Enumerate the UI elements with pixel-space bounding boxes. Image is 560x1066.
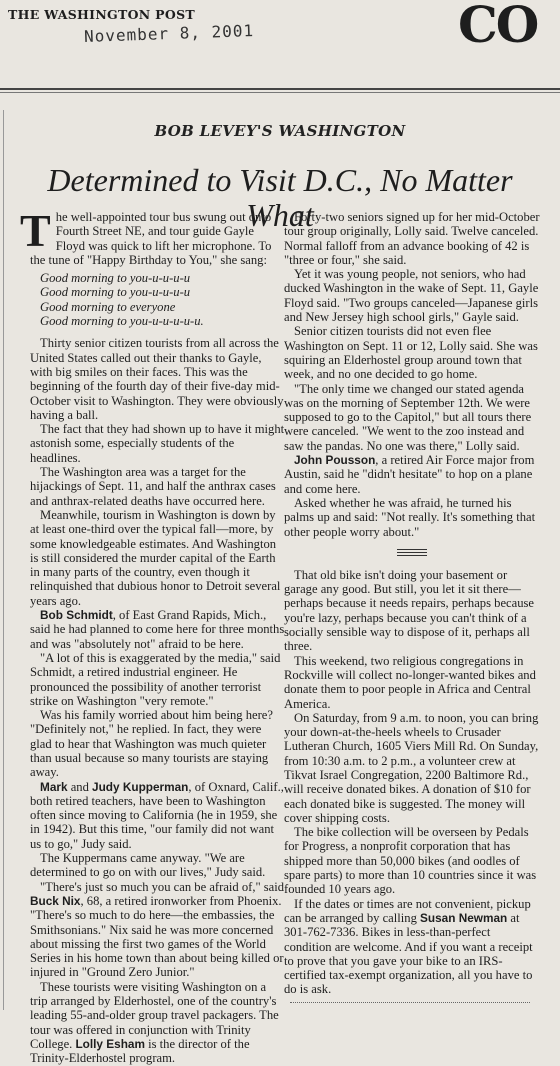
header-rule-thin (0, 92, 560, 93)
left-margin-line (3, 110, 4, 1010)
paragraph: The fact that they had shown up to have it might astonish some, especially students of the headlines. (30, 422, 285, 465)
paragraph: Senior citizen tourists did not even flee Washington on Sept. 11 or 12, Lolly said. She was squiring an Elderhostel group around town that week, and no one decided to go home. (284, 324, 538, 382)
paragraph: Forty-two seniors signed up for her mid-October tour group originally, Lolly said. Twelve canceled. Normal falloff from an advance booking of 42 is "three or four," she said. (284, 210, 540, 267)
paragraph-text: These tourists were visiting Washington on a trip arranged by Elderhostel, one of the country's leading 55-and-older group travel packagers. The tour was offered in conjunction with Trinity College. (30, 979, 279, 1051)
paragraph (284, 897, 540, 997)
paragraph: Asked whether he was afraid, he turned his palms up and said: "Not really. It's something that other people worry about." (284, 495, 536, 539)
column-head: BOB LEVEY'S WASHINGTON (154, 122, 406, 140)
publication-name: THE WASHINGTON POST (8, 7, 195, 22)
person-name: Lolly Esham (75, 1036, 145, 1051)
person-name: Susan Newman (420, 910, 508, 925)
section-label: CO (458, 0, 538, 54)
paragraph: Thirty senior citizen tourists from all across the United States called out their thanks to Gayle, with big smiles on their faces. This was the beginning of the fourth day of their five-day mid-October visit to Washington. They were obviously having a ball. (30, 336, 284, 422)
drop-cap: T (20, 205, 51, 256)
paragraph (30, 608, 286, 651)
paragraph-text: is the director of the Trinity-Elderhostel program. (30, 1036, 250, 1066)
paragraph-text: , a retired Air Force major from Austin, said he "didn't hesitate" to hop on a plane and come here. (284, 453, 535, 496)
person-name: John Pousson (294, 453, 376, 468)
lyric-line: Good morning to you-u-u-u-u (40, 285, 191, 300)
handwritten-date: November 8, 2001 (83, 21, 255, 46)
person-name: Judy Kupperman (92, 779, 189, 794)
paragraph: This weekend, two religious congregations in Rockville will collect no-longer-wanted bikes and donate them to poor people in Africa and Central America. (284, 653, 536, 711)
paragraph: Was his family worried about him being here? "Definitely not," he replied. In fact, they were glad to hear that Washington was much quieter than usual because so many tourists are staying away. (30, 708, 273, 780)
paragraph (30, 880, 286, 980)
paragraph-text: , of East Grand Rapids, Mich., said he had planned to come here for three months and was "absolutely not" afraid to be here. (30, 608, 285, 651)
lyric-line: Good morning to you-u-u-u-u-u. (40, 314, 204, 329)
paragraph-text: , of Oxnard, Calif., both retired teachers, have been to Washington often since moving to California (he in 1959, she in 1942). But this time, "our family did not want us to go," Judy said. (30, 779, 284, 851)
lyric-line: Good morning to everyone (40, 299, 176, 314)
section-divider (397, 549, 427, 556)
paragraph: he well-appointed tour bus swung out onto Fourth Street NE, and tour guide Gayle Floyd was quick to lift her microphone. To the tune of "Happy Birthday to You," she sang: (30, 210, 272, 267)
song-lyrics (30, 271, 286, 328)
paragraph: The Kuppermans came anyway. "We are determined to go on with our lives," Judy said. (30, 851, 266, 880)
paragraph (30, 780, 286, 851)
paragraph-text: at 301-762-7336. Bikes in less-than-perfect condition are welcome. And if you want a receipt to prove that you gave your bike to an IRS-certified tax-exempt organization, all you have to do is ask. (284, 910, 533, 997)
lyric-line: Good morning to you-u-u-u-u (40, 271, 191, 286)
paragraph: That old bike isn't doing your basement or garage any good. But still, you let it sit there—perhaps because it needs repairs, perhaps because you're lazy, perhaps because you can't think of a socially sensible way to dispose of it, perhaps all three. (284, 567, 535, 654)
paragraph: On Saturday, from 9 a.m. to noon, you can bring your down-at-the-heels wheels to Crusader Lutheran Church, 1605 Viers Mill Rd. On Sunday, from 10:30 a.m. to 2 p.m., a volunteer crew at Tikvat Israel Congregation, 2200 Baltimore Rd., will receive donated bikes. A donation of $10 for each donated bike is suggested. The money will cover shipping costs. (284, 710, 539, 825)
paragraph: The Washington area was a target for the hijackings of Sept. 11, and half the anthrax cases and anthrax-related deaths have occurred here. (30, 465, 276, 508)
person-name: Mark (40, 779, 68, 794)
article-column-2 (284, 210, 540, 997)
headline: Determined to Visit D.C., No Matter What (47, 162, 513, 234)
conjunction: and (67, 779, 93, 794)
person-name: Bob Schmidt (40, 608, 113, 623)
paragraph: Yet it was young people, not seniors, who had ducked Washington in the wake of Sept. 11, Gayle Floyd said. "Two groups canceled—Japanese girls and New Jersey high school girls," Gayle said. (284, 267, 539, 325)
paragraph (30, 980, 286, 1066)
paragraph-text: If the dates or times are not convenient, pickup can be arranged by calling (284, 896, 531, 925)
paragraph: "The only time we changed our stated agenda was on the morning of September 12th. We were supposed to go to the Capitol," but all tours there were canceled. "We went to the zoo instead and saw the pandas. No one was there," Lolly said. (284, 381, 532, 453)
paragraph-text: "There's just so much you can be afraid of," said (40, 879, 285, 894)
paragraph-text: , 68, a retired ironworker from Phoenix. "There's so much to do here—the embassies, the Smithsonians." Nix said he was more concerned about missing the first two games of the World Series in his home town than about being killed or injured in "Ground Zero Junior." (30, 893, 284, 980)
paragraph (284, 453, 540, 496)
paragraph: The bike collection will be overseen by Pedals for Progress, a nonprofit corporation that has shipped more than 50,000 bikes (and oodles of spare parts) to more than 10 countries since it was founded 10 years ago. (284, 825, 537, 897)
article-column-1 (20, 205, 286, 1066)
header-rule (0, 88, 560, 90)
cut-off-text-line (290, 1002, 530, 1003)
person-name: Buck Nix (30, 893, 81, 908)
paragraph: Meanwhile, tourism in Washington is down by at least one-third over the typical fall—more, by some knowledgeable estimates. And Washington is still considered the murder capital of the Earth in many parts of the country, even though it relinquished that dubious honor to Detroit several years ago. (30, 507, 281, 608)
paragraph: "A lot of this is exaggerated by the media," said Schmidt, a retired industrial engineer. He pronounced the possibility of another terrorist strike on Washington "very remote." (30, 650, 281, 708)
